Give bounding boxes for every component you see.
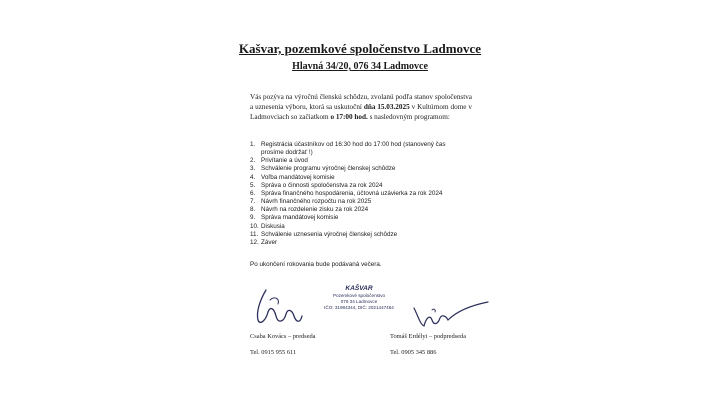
meeting-time: o 17:00 hod. [330, 113, 368, 121]
intro-part-3: s nasledovným programom: [367, 113, 450, 121]
agenda-item: 5. Správa o činnosti spoločenstva za rok 2024 [250, 181, 383, 189]
document-title: Kašvar, pozemkové spoločenstvo Ladmovce [238, 41, 482, 56]
signature-left [252, 286, 304, 330]
document-address: Hlavná 34/20, 076 34 Ladmovce [292, 61, 428, 72]
organization-stamp [324, 285, 394, 311]
stamp-line: IČO: 31984344, DIČ: 2021447464 [324, 305, 394, 310]
signatory-left-phone: Tel. 0915 955 611 [250, 349, 297, 356]
agenda-item: 6. Správa finančného hospodárenia, účtovná uzávierka za rok 2024 [250, 189, 443, 197]
meeting-date: dňa 15.03.2025 [363, 103, 410, 111]
signatory-right-name: Tomáš Erdélyi – podpredseda [390, 333, 467, 340]
signatory-right-phone: Tel. 0905 345 886 [390, 349, 437, 356]
agenda-item: 1. Registrácia účastníkov od 16:30 hod do 17:00 hod (stanovený čas [250, 141, 446, 148]
agenda-list [250, 141, 490, 247]
agenda-item: 9. Správa mandátovej komisie [250, 214, 339, 222]
stamp-line: 076 34 Ladmovce [340, 299, 378, 304]
signature-right [410, 300, 490, 330]
agenda-item: 11. Schválenie uznesenia výročnej členskej schôdze [250, 230, 398, 238]
agenda-item: 12. Záver [250, 238, 278, 246]
agenda-item: 8. Návrh na rozdelenie zisku za rok 2024 [250, 206, 369, 214]
invitation-text [250, 92, 472, 122]
agenda-item: 3. Schválenie programu výročnej členskej schôdze [250, 165, 396, 173]
closing-note: Po ukončení rokovania bude podávaná večera. [250, 261, 382, 268]
intro-part-2: v Kultúrnom dome v Ladmovciach so začiatkom [250, 103, 472, 121]
stamp-name: KAŠVAR [345, 285, 373, 292]
stamp-line: Pozemkové spoločenstvo [332, 293, 386, 298]
intro-part-1: Vás pozýva na výročnú členskú schôdzu, zvolanú podľa stanov spoločenstva a uznesenia výboru, ktorá sa uskutoční [250, 93, 472, 111]
agenda-item: 10. Diskusia [250, 222, 285, 230]
agenda-item: 2. Privítanie a úvod [250, 157, 308, 165]
agenda-item: 7. Návrh finančného rozpočtu na rok 2025 [250, 198, 372, 206]
signatory-left-name: Csaba Kovács – predseda [250, 333, 316, 340]
agenda-item: 4. Voľba mandátovej komisie [250, 173, 335, 181]
agenda-item-continuation: prosíme dodržať !) [261, 149, 313, 157]
